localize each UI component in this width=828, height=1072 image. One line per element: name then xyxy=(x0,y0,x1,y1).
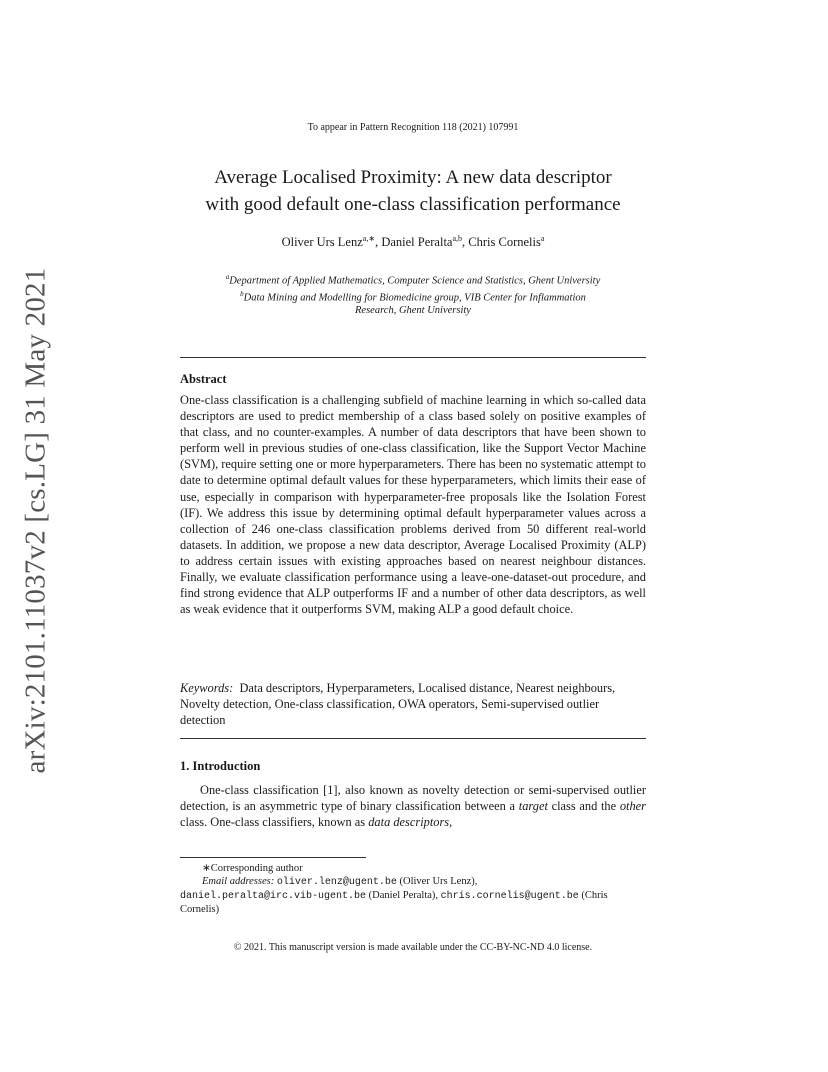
affiliation-b xyxy=(180,288,646,305)
abstract-top-rule xyxy=(180,357,646,358)
author-list: Oliver Urs Lenz$^{a,∗}$, Daniel Peralta$^{a,b}$, Chris Cornelis$^a$ xyxy=(281,234,545,250)
intro-emphasis: data descriptors xyxy=(368,815,450,830)
section-heading-introduction: 1. Introduction xyxy=(180,759,261,773)
arxiv-sidebar-stamp xyxy=(16,267,56,773)
affiliation-text: Department of Applied Mathematics, Computer Science and Statistics, Ghent University xyxy=(229,275,601,287)
intro-text: , xyxy=(449,815,453,830)
intro-emphasis: target xyxy=(518,799,548,814)
abstract-heading: Abstract xyxy=(180,372,227,386)
intro-text: class and the xyxy=(547,799,620,814)
email-link[interactable]: chris.cornelis@ugent.be xyxy=(440,891,579,902)
intro-text: One-class classification [1], also known as novelty detection or semi-supervised outlier detection, is an asymmetric type of binary classification between a xyxy=(180,783,646,814)
arxiv-identifier: arXiv:2101.11037v2 [cs.LG] 31 May 2021 xyxy=(19,267,52,773)
email-line xyxy=(180,875,646,889)
author-affiliation-mark: a,∗ xyxy=(362,234,376,243)
title-line-2: with good default one-class classification performance xyxy=(205,194,621,215)
email-link[interactable]: daniel.peralta@irc.vib-ugent.be xyxy=(180,891,367,902)
keywords-label: Keywords: xyxy=(180,681,234,695)
footnote-rule xyxy=(180,857,366,858)
affiliation-b-continued: Research, Ghent University xyxy=(355,305,471,316)
license-notice: © 2021. This manuscript version is made available under the CC-BY-NC-ND 4.0 license. xyxy=(233,942,593,953)
affiliation-a xyxy=(180,271,646,288)
footnotes xyxy=(180,862,646,916)
introduction-paragraph xyxy=(180,782,646,830)
author-name: Daniel Peralta xyxy=(381,235,453,250)
affiliation-mark: b xyxy=(240,289,244,298)
intro-emphasis: other xyxy=(619,799,646,814)
email-owner: (Oliver Urs Lenz), xyxy=(396,876,478,887)
email-link[interactable]: oliver.lenz@ugent.be xyxy=(276,877,397,888)
abstract-bottom-rule xyxy=(180,738,646,739)
corresponding-author-note: ∗Corresponding author xyxy=(202,863,303,874)
intro-text: class. One-class classifiers, known as xyxy=(180,815,369,830)
affiliations xyxy=(180,271,646,317)
email-owner: (Chris Cornelis) xyxy=(180,890,608,915)
author-name: Chris Cornelis xyxy=(468,235,541,250)
author-affiliation-mark: a xyxy=(540,234,545,243)
keywords xyxy=(180,680,646,728)
affiliation-text: Data Mining and Modelling for Biomedicine group, VIB Center for Inflammation xyxy=(243,292,586,303)
journal-note: To appear in Pattern Recognition 118 (2021) 107991 xyxy=(307,122,519,133)
abstract-text: One-class classification is a challenging subfield of machine learning in which so-called data descriptors are used to predict membership of a class based solely on positive examples of that class, and no counter-examples. A number of data descriptors that have been shown to perform well in previous studies of one-class classification, like the Support Vector Machine (SVM), require setting one or more hyperparameters. There has been no systematic attempt to date to determine optimal default values for these hyperparameters, which limits their ease of use, especially in comparison with hyperparameter-free proposals like the Isolation Forest (IF). We address this issue by determining optimal default hyperparameter values across a collection of 246 one-class classification problems derived from 50 different real-world datasets. In addition, we propose a new data descriptor, Average Localised Proximity (ALP) to address certain issues with existing approaches based on nearest neighbour distances. Finally, we evaluate classification performance using a leave-one-dataset-out procedure, and find strong evidence that ALP outperforms IF and a number of other data descriptors, as well as weak evidence that it outperforms SVM, making ALP a good default choice. xyxy=(180,393,646,617)
email-line xyxy=(180,889,646,916)
author-name: Oliver Urs Lenz xyxy=(281,235,363,250)
affiliation-mark: a xyxy=(225,273,230,281)
email-label: Email addresses: xyxy=(202,876,275,887)
paper-title xyxy=(170,164,656,218)
title-line-1: Average Localised Proximity: A new data descriptor xyxy=(214,167,612,188)
author-affiliation-mark: a,b xyxy=(452,234,463,243)
keywords-text: Data descriptors, Hyperparameters, Localised distance, Nearest neighbours, Novelty detection, One-class classification, OWA operators, Semi-supervised outlier detection xyxy=(180,681,616,728)
email-owner: (Daniel Peralta), xyxy=(366,890,441,901)
